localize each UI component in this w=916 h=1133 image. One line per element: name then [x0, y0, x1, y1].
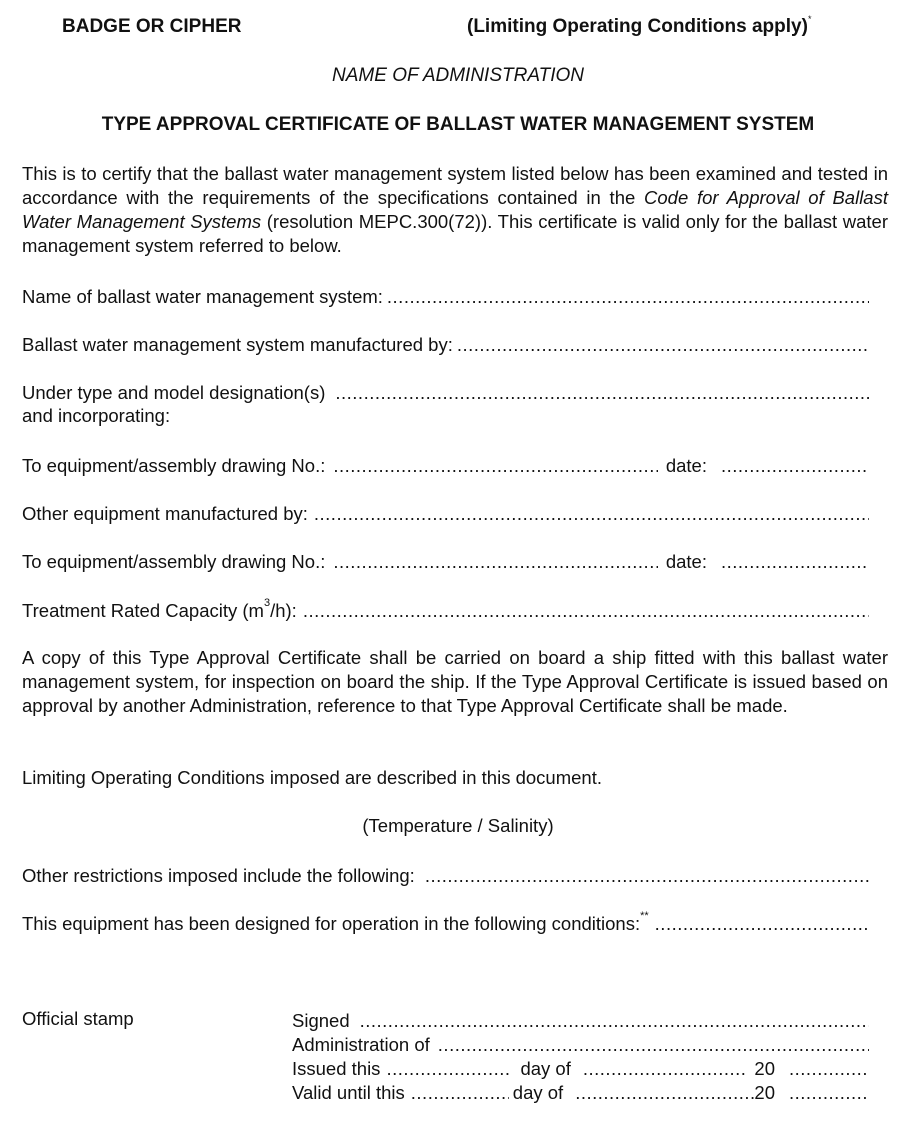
- issued-row: [292, 1056, 869, 1080]
- badge-or-cipher: BADGE OR CIPHER: [62, 16, 242, 37]
- limiting-conditions-text: Limiting Operating Conditions imposed are described in this document.: [22, 767, 602, 788]
- fill-line: [303, 600, 869, 622]
- fill-line-date: [721, 455, 869, 477]
- fill-line-year: [789, 1058, 869, 1080]
- intro-text-1: This is to certify that the ballast water management system listed below has been examined and tested in accordance with the requirements of the specifications contained in the: [22, 163, 888, 208]
- certificate-title: TYPE APPROVAL CERTIFICATE OF BALLAST WATER MANAGEMENT SYSTEM: [101, 114, 815, 135]
- date-label: date:: [665, 551, 707, 572]
- field-label: [22, 597, 297, 622]
- footnote-mark-single: *: [807, 14, 812, 24]
- field-capacity: [22, 598, 869, 622]
- field-label: Name of ballast water management system:: [22, 286, 383, 307]
- intro-code-title: Code for Approval of Ballast Water Management Systems: [22, 187, 888, 232]
- fill-line-date: [721, 551, 869, 573]
- administration-name: NAME OF ADMINISTRATION: [332, 65, 584, 86]
- field-drawing-2: [22, 549, 869, 573]
- fill-line: [335, 382, 869, 404]
- incorporating-label: and incorporating:: [22, 405, 171, 426]
- signed-row: [292, 1008, 869, 1032]
- fill-line: [360, 1010, 869, 1032]
- field-label: To equipment/assembly drawing No.:: [22, 551, 326, 572]
- administration-of-label: Administration of: [292, 1034, 430, 1055]
- fill-line: [314, 503, 869, 525]
- fill-line: [655, 913, 869, 935]
- intro-paragraph: [22, 162, 888, 258]
- date-label: date:: [665, 455, 707, 476]
- fill-line-month: [575, 1082, 754, 1104]
- capacity-superscript: 3: [263, 597, 271, 609]
- field-label: [22, 910, 649, 935]
- field-label: Ballast water management system manufactured by:: [22, 334, 453, 355]
- intro-text-2: (resolution MEPC.300(72)). This certificate is valid only for the ballast water management system referred to below.: [22, 211, 888, 256]
- fill-line: [333, 455, 657, 477]
- official-stamp-label: Official stamp: [22, 1008, 134, 1029]
- field-label: To equipment/assembly drawing No.:: [22, 455, 326, 476]
- field-label: Under type and model designation(s): [22, 382, 326, 403]
- field-manufacturer: [22, 332, 869, 356]
- field-system-name: [22, 284, 869, 308]
- signed-label: Signed: [292, 1010, 350, 1031]
- field-label: Other restrictions imposed include the following:: [22, 865, 415, 886]
- designed-for-text: This equipment has been designed for operation in the following conditions:: [22, 913, 641, 934]
- field-other-manufacturer: [22, 501, 869, 525]
- limiting-conditions-header: [467, 16, 811, 38]
- fill-line-year: [789, 1082, 869, 1104]
- administration-of-row: [292, 1032, 869, 1056]
- fill-line: [425, 865, 869, 887]
- fill-line: [387, 286, 869, 308]
- fill-line-month: [583, 1058, 747, 1080]
- field-drawing-1: [22, 453, 869, 477]
- year-label: 20: [754, 1058, 775, 1079]
- day-of-label: day of: [512, 1082, 564, 1103]
- day-of-label: day of: [520, 1058, 571, 1079]
- issued-this-label: Issued this: [292, 1058, 381, 1079]
- footnote-mark-double: **: [640, 910, 649, 922]
- year-label: 20: [754, 1082, 775, 1103]
- limiting-conditions-text: (Limiting Operating Conditions apply): [467, 16, 808, 37]
- fill-line: [333, 551, 657, 573]
- temperature-salinity: (Temperature / Salinity): [362, 815, 554, 836]
- fill-line-day: [411, 1082, 509, 1104]
- capacity-label-pre: Treatment Rated Capacity (m: [22, 600, 264, 621]
- copy-paragraph: A copy of this Type Approval Certificate shall be carried on board a ship fitted with this ballast water management system, for inspection on board the ship. If the Type Approval Certificate is issued based on approval by another Administration, reference to that Type Approval Certificate shall be made.: [22, 647, 888, 716]
- field-designed-conditions: [22, 911, 869, 935]
- fill-line: [457, 334, 869, 356]
- valid-until-row: [292, 1080, 869, 1104]
- field-designation: [22, 380, 869, 404]
- field-label: Other equipment manufactured by:: [22, 503, 308, 524]
- fill-line-day: [386, 1058, 512, 1080]
- capacity-label-post: /h):: [270, 600, 297, 621]
- valid-until-label: Valid until this: [292, 1082, 405, 1103]
- field-other-restrictions: [22, 863, 869, 887]
- signature-block: [292, 1008, 869, 1104]
- fill-line: [438, 1034, 869, 1056]
